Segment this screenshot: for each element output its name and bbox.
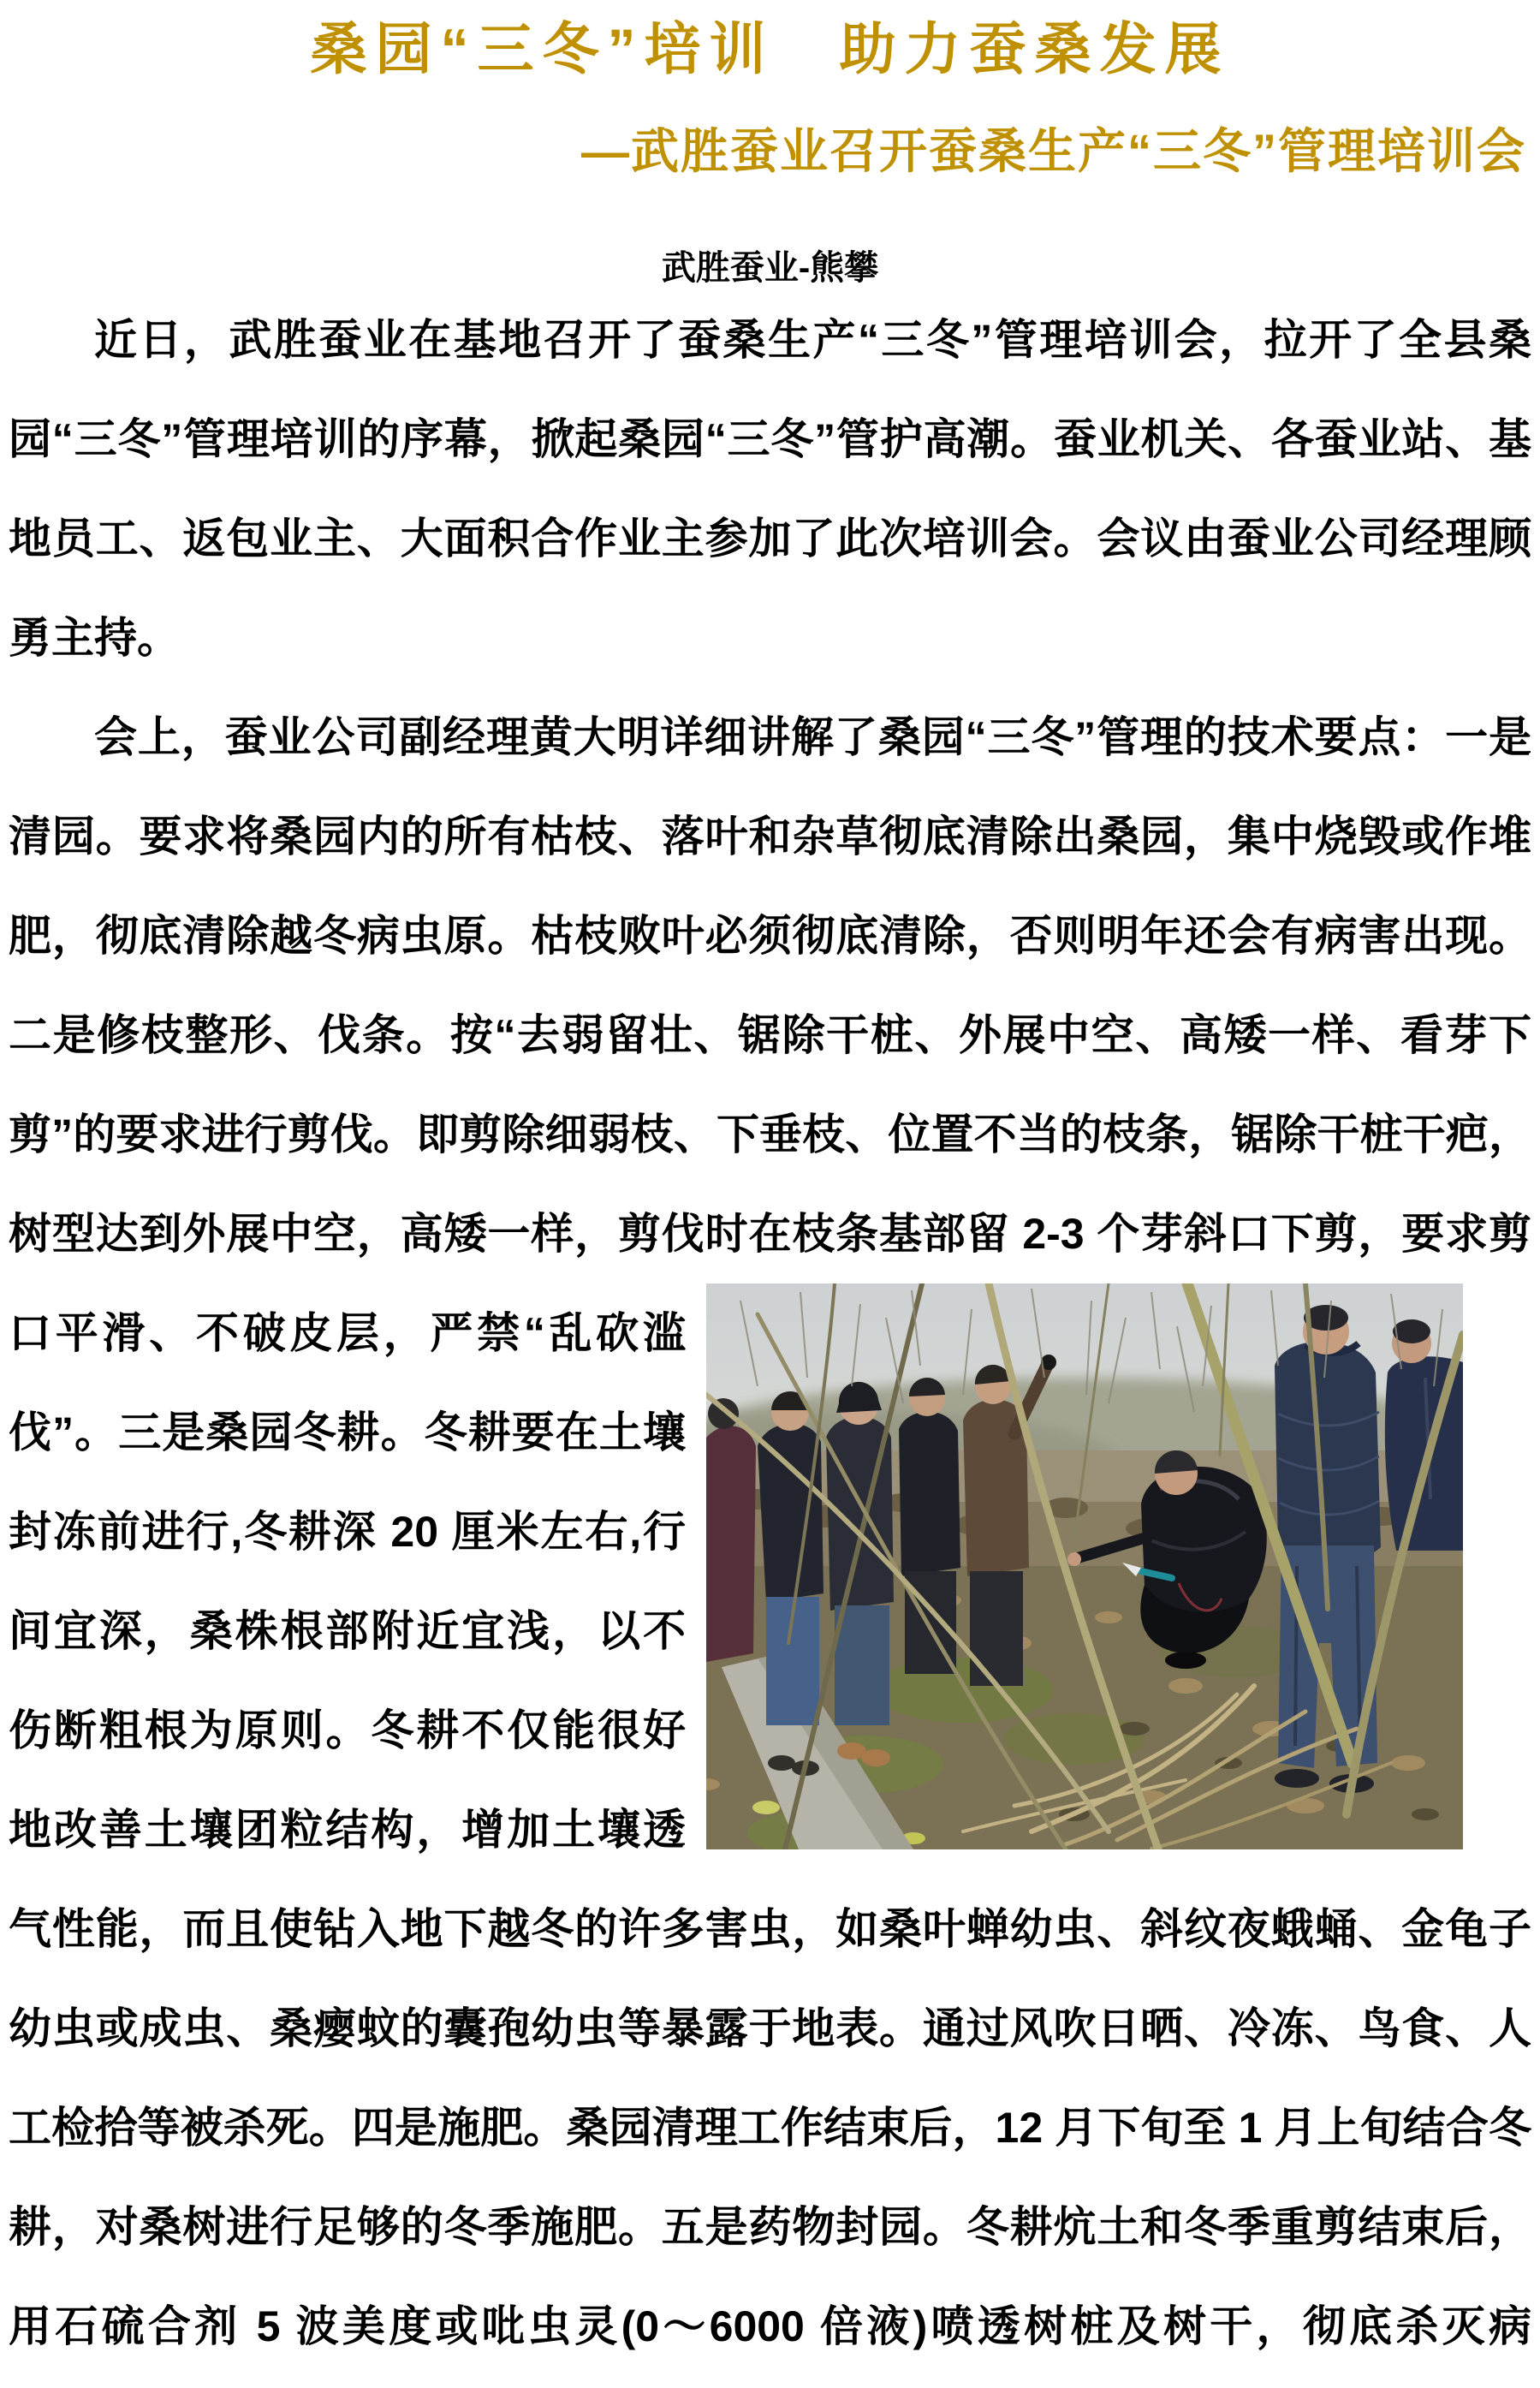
article-body <box>9 290 1531 2376</box>
author-byline: 武胜蚕业-熊攀 <box>661 249 879 288</box>
paragraph-1: 近日，武胜蚕业在基地召开了蚕桑生产“三冬”管理培训会，拉开了全县桑园“三冬”管理培训的序幕，掀起桑园“三冬”管护高潮。蚕业机关、各蚕业站、基地员工、返包业主、大面积合作业主参加了此次培训会。会议由蚕业公司经理顾勇主持。 <box>9 316 1531 663</box>
field-photo-illustration <box>706 1283 1463 1849</box>
page-title: 桑园“三冬”培训 助力蚕桑发展 <box>310 17 1230 80</box>
field-photo <box>706 1283 1463 1849</box>
paragraph-2-part-1: 会上，蚕业公司副经理黄大明详细讲解了桑园“三冬”管理的技术要点：一是清园。要求将桑园内的所有枯枝、落叶和杂草彻底清除出桑园，集中烧毁或作堆肥，彻底清除越冬病虫原。枯枝败叶必须彻底清除，否则明年还会有病害出现。二是修枝整形、伐条。按“去弱留壮、锯除干桩、外展中空、高矮一样、看芽下剪”的要求进行剪伐。即剪除细弱枝、下垂枝、位置不当的枝条，锯除干桩干疤，树型达到外展中空，高矮一样，剪伐时在枝条基部留 2-3 个芽斜口下剪，要求剪 <box>9 713 1531 1259</box>
page-subtitle: —武胜蚕业召开蚕桑生产“三冬”管理培训会 <box>581 123 1526 178</box>
paragraph-2-part-2: 口平滑、不破皮层，严禁“乱砍滥伐”。三是桑园冬耕。冬耕要在土壤封冻前进行,冬耕深 20 厘米左右,行间宜深，桑株根部附近宜浅，以不伤断粗根为原则。冬耕不仅能很好地改善土壤团粒结构，增加土壤透气性能，而且使钻入地下越冬的许多害虫，如桑叶蝉幼虫、斜纹夜蛾蛹、金龟子幼虫或成虫、桑瘿蚊的囊孢幼虫等暴露于地表。通过风吹日晒、冷冻、鸟食、人工检拾等被杀死。四是施肥。桑园清理工作结束后，12 月下旬至 1 月上旬结合冬耕，对桑树进行足够的冬季施肥。五是药物封园。冬耕炕土和冬季重剪结束后，用石硫合剂 5 波美度或吡虫灵(0～6000 倍液)喷透树桩及树干，彻底杀灭病 <box>9 1309 1531 2351</box>
paragraph-2 <box>9 688 1531 2376</box>
